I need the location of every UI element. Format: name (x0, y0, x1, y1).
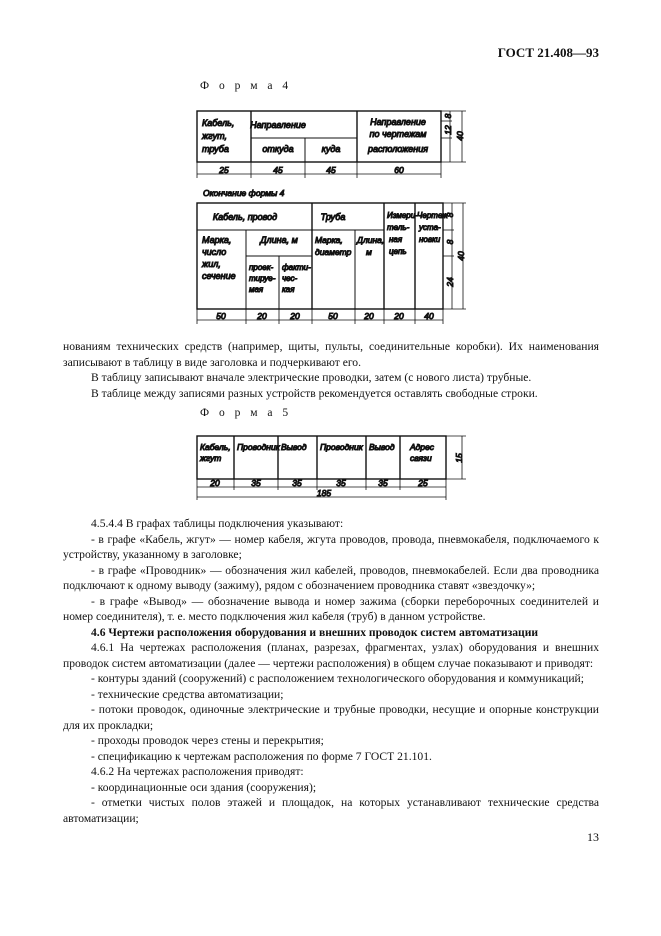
f4-drawdir-line: по чертежам (369, 129, 427, 139)
dim-label: 40 (455, 131, 465, 141)
f4-direction: Направление (250, 120, 306, 130)
dim-label: 20 (290, 311, 300, 321)
paragraph: - координационные оси здания (сооружения); (91, 780, 317, 794)
dim-label: 35 (292, 478, 302, 488)
f5-col-label: Адрес (410, 442, 434, 452)
f4-mark-line: жил, (202, 259, 221, 269)
text-block-2 (63, 516, 599, 826)
f4-actual-line: кая (282, 285, 295, 294)
paragraph: 4.5.4.4 В графах таблицы подключения указывают: (91, 517, 344, 530)
document-header: ГОСТ 21.408—93 (497, 45, 599, 60)
dim-label: 35 (336, 478, 346, 488)
f4-pipemark-line: диаметр (315, 247, 352, 257)
form4-title: Ф о р м а 4 (200, 80, 292, 92)
f4-measuring-line: цепь (389, 247, 407, 256)
dim-label: 185 (316, 488, 332, 498)
f4-continuation-title: Окончание формы 4 (203, 188, 285, 198)
f4-designed-line: проек- (249, 263, 274, 272)
f4-actual-line: факти- (282, 263, 311, 272)
f4-measuring-line: тель- (387, 223, 410, 232)
dim-label: 20 (394, 311, 404, 321)
f4-pipelen-line: м (366, 247, 372, 257)
dim-label: 8 (445, 212, 455, 218)
f4-drawing-line: новки (419, 235, 441, 244)
section-heading: 4.6 Чертежи расположения оборудования и внешних проводок систем автоматизации (91, 625, 539, 639)
f4-cable-line: Кабель, (202, 118, 235, 128)
paragraph: - в графе «Кабель, жгут» — номер кабеля, жгута проводов, провода, пневмокабеля, подключаемого к устройству, указанному в заголовке; (63, 532, 599, 561)
f4-drawing-line: Чертеж (417, 211, 448, 220)
f4-drawdir-line: Направление (370, 117, 426, 127)
f5-col-label: жгут (200, 453, 222, 463)
dim-label: 50 (216, 311, 226, 321)
dim-label: 8 (443, 113, 453, 119)
dim-label: 60 (394, 165, 404, 175)
f4-drawdir-line: расположения (367, 144, 429, 154)
f4-designed-line: тируе- (249, 274, 276, 283)
paragraph: - в графе «Проводник» — обозначения жил кабелей, проводов, пневмокабелей. Если два проводника подключают к одному выводу (зажиму), рядом с обозначением проводника ставят «звездочку»; (63, 563, 599, 592)
dim-label: 40 (424, 311, 434, 321)
f4-cable-wire: Кабель, провод (212, 212, 278, 222)
paragraph: - контуры зданий (сооружений) с расположением технологического оборудования и коммуникаций; (91, 672, 584, 685)
dim-label: 25 (418, 478, 428, 488)
text-block-1 (63, 339, 599, 401)
dim-label: 45 (326, 165, 336, 175)
f5-col-label: Проводник (237, 442, 280, 452)
dim-label: 24 (445, 277, 455, 287)
f4-measuring-line: ная (389, 235, 403, 244)
f4-measuring-line: Измери- (387, 211, 418, 220)
f4-drawing-line: уста- (419, 223, 441, 232)
f4-mark-line: число (202, 247, 227, 257)
f4-designed-line: мая (249, 285, 264, 294)
paragraph: В таблице между записями разных устройств рекомендуется оставлять свободные строки. (91, 386, 538, 400)
dim-label: 35 (378, 478, 388, 488)
f5-col-label: Вывод (369, 442, 395, 452)
paragraph: - потоки проводок, одиночные электрические и трубные проводки, несущие и опорные конструкции для их прокладки; (63, 703, 599, 732)
paragraph: 4.6.2 На чертежах расположения приводят: (91, 765, 304, 778)
paragraph: - проходы проводок через стены и перекрытия; (91, 734, 324, 747)
dim-label: 35 (251, 478, 261, 488)
paragraph: - отметки чистых полов этажей и площадок, на которых устанавливают технические средства автоматизации; (63, 796, 599, 825)
dim-label: 15 (454, 453, 464, 463)
f4-to: куда (321, 144, 341, 154)
f4-mark-line: сечение (202, 271, 236, 281)
f4-cable-line: жгут, (202, 131, 228, 141)
dim-label: 20 (210, 478, 220, 488)
f4-from: откуда (262, 144, 294, 154)
f4-pipelen-line: Длина, (357, 235, 385, 245)
dim-label: 40 (456, 251, 466, 261)
page-number: 13 (587, 830, 599, 844)
dim-label: 45 (273, 165, 283, 175)
dim-label: 25 (219, 165, 229, 175)
dim-label: 50 (328, 311, 338, 321)
f4-mark-line: Марка, (202, 235, 232, 245)
form5-title: Ф о р м а 5 (200, 407, 292, 419)
f5-col-label: Вывод (281, 442, 307, 452)
f4-actual-line: чес- (282, 274, 298, 283)
f5-col-label: Проводник (320, 442, 363, 452)
paragraph: В таблицу записывают вначале электрические проводки, затем (с нового листа) трубные. (91, 371, 532, 384)
dim-label: 20 (257, 311, 267, 321)
paragraph: нованиям технических средств (например, щиты, пульты, соединительные коробки). Их наименования записывают в таблицу в виде заголовка и подчеркивают его. (63, 340, 599, 369)
f4-pipemark-line: Марка, (315, 235, 343, 245)
f4-pipe: Труба (320, 212, 346, 222)
f5-col-label: Кабель, (200, 442, 231, 452)
f4-length: Длина, м (260, 235, 298, 245)
paragraph: - в графе «Вывод» — обозначение вывода и номер зажима (сборки переборочных соединителей и номер соединителя), т. е. место подключения жил кабеля (труб) в данном устройстве. (63, 594, 599, 623)
paragraph: - спецификацию к чертежам расположения по форме 7 ГОСТ 21.101. (91, 749, 432, 763)
f5-col-label: связи (410, 453, 432, 463)
dim-label: 8 (445, 239, 455, 245)
f4-cable-line: труба (202, 144, 229, 154)
paragraph: 4.6.1 На чертежах расположения (планах, разрезах, фрагментах, узлах) оборудования и внешних проводок систем автоматизации (далее — чертежи расположения) в общем случае показывают и приводят: (63, 641, 599, 670)
dim-label: 20 (364, 311, 374, 321)
paragraph: - технические средства автоматизации; (91, 687, 284, 701)
dim-label: 12 (443, 125, 453, 135)
